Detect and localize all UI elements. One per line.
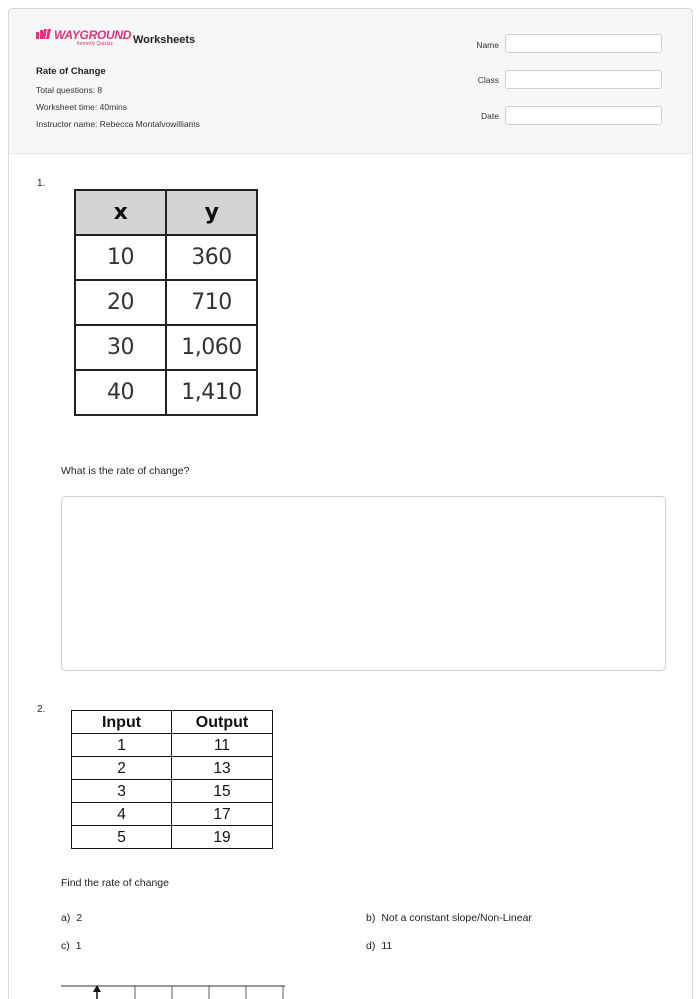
date-label: Date — [481, 111, 499, 121]
table-cell: 20 — [75, 280, 166, 325]
table-row — [72, 734, 273, 757]
answer-box[interactable] — [61, 496, 666, 671]
worksheet-page — [8, 8, 693, 999]
table-cell: 17 — [172, 803, 273, 826]
table-cell: 1 — [72, 734, 172, 757]
question-2-prompt: Find the rate of change — [61, 877, 169, 889]
table-row — [75, 370, 257, 415]
option-text: 1 — [75, 940, 82, 952]
question-number: 2. — [37, 704, 46, 715]
option-c[interactable] — [61, 940, 82, 952]
table-header-cell: Input — [72, 711, 172, 734]
table-cell: 3 — [72, 780, 172, 803]
wayground-logo — [36, 29, 132, 53]
option-d[interactable] — [366, 940, 392, 952]
question-3-graph-preview — [61, 985, 285, 999]
class-input[interactable] — [505, 70, 662, 89]
total-questions: Total questions: 8 — [36, 85, 103, 95]
table-header-cell: Output — [172, 711, 273, 734]
option-letter: d) — [366, 940, 376, 952]
table-cell: 360 — [166, 235, 257, 280]
table-cell: 11 — [172, 734, 273, 757]
table-cell: 5 — [72, 826, 172, 849]
table-cell: 2 — [72, 757, 172, 780]
table-header-cell: y — [166, 190, 257, 235]
table-cell: 40 — [75, 370, 166, 415]
worksheet-time: Worksheet time: 40mins — [36, 102, 128, 112]
table-cell: 1,410 — [166, 370, 257, 415]
logo-bars-icon — [36, 29, 52, 41]
table-row — [72, 826, 273, 849]
worksheet-title: Rate of Change — [36, 66, 106, 77]
table-row — [72, 757, 273, 780]
question-2-table — [71, 710, 273, 849]
table-cell: 4 — [72, 803, 172, 826]
instructor-name: Instructor name: Rebecca Montalvowilliams — [36, 119, 200, 129]
table-cell: 1,060 — [166, 325, 257, 370]
logo-tagline: formerly Quizizz — [77, 41, 113, 47]
table-row — [75, 280, 257, 325]
table-cell: 30 — [75, 325, 166, 370]
worksheet-header — [9, 9, 692, 154]
option-a[interactable] — [61, 912, 82, 924]
table-row — [72, 780, 273, 803]
option-letter: b) — [366, 912, 376, 924]
table-header-cell: x — [75, 190, 166, 235]
question-number: 1. — [37, 178, 46, 189]
date-input[interactable] — [505, 106, 662, 125]
table-row — [75, 235, 257, 280]
table-cell: 10 — [75, 235, 166, 280]
table-cell: 15 — [172, 780, 273, 803]
question-1-table — [74, 189, 258, 416]
name-label: Name — [476, 40, 499, 50]
table-cell: 710 — [166, 280, 257, 325]
option-text: Not a constant slope/Non-Linear — [381, 912, 532, 924]
table-cell: 19 — [172, 826, 273, 849]
question-1-prompt: What is the rate of change? — [61, 465, 190, 477]
option-letter: a) — [61, 912, 71, 924]
name-input[interactable] — [505, 34, 662, 53]
table-row — [75, 325, 257, 370]
table-row — [72, 803, 273, 826]
logo-brand-text: WAYGROUND — [54, 28, 132, 42]
option-text: 2 — [76, 912, 83, 924]
option-letter: c) — [61, 940, 70, 952]
app-name: Worksheets — [133, 34, 196, 46]
option-text: 11 — [381, 940, 393, 952]
class-label: Class — [477, 75, 499, 85]
option-b[interactable] — [366, 912, 532, 924]
table-cell: 13 — [172, 757, 273, 780]
